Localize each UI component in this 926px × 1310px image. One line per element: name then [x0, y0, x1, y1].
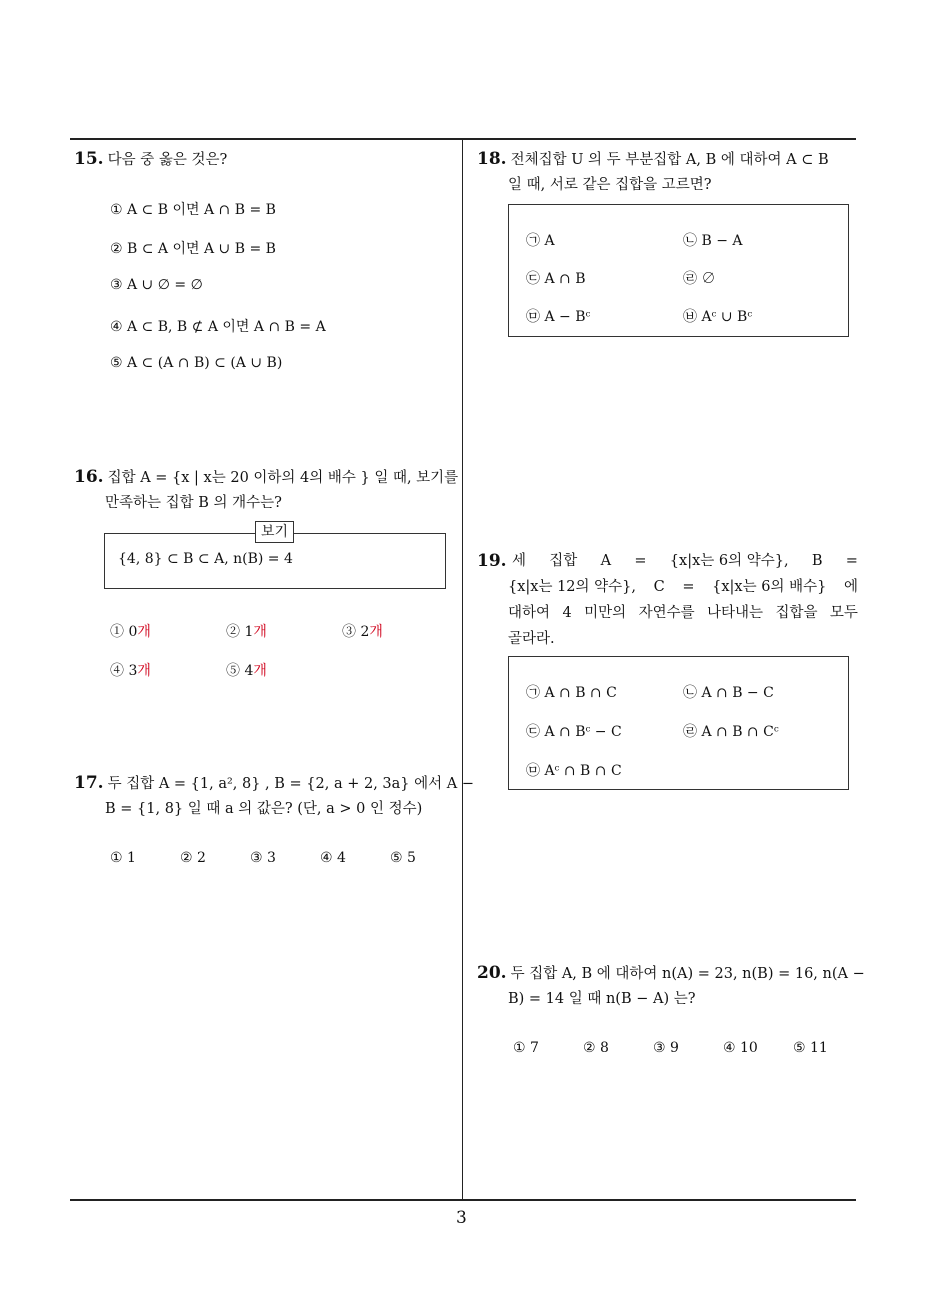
question-16-option-1[interactable]: ① 0개 — [110, 624, 151, 640]
question-16-text-line1: 집합 A = {x | x는 20 이하의 4의 배수 } 일 때, 보기를 — [107, 470, 459, 486]
question-15-stem — [74, 146, 227, 173]
question-17-option-5[interactable]: ⑤ 5 — [390, 850, 416, 866]
question-20-option-5[interactable]: ⑤ 11 — [793, 1040, 828, 1056]
question-15-option-5[interactable]: ⑤ A ⊂ (A ∩ B) ⊂ (A ∪ B) — [110, 355, 283, 371]
question-18-choice-e: ㉤ A − Bᶜ — [526, 309, 591, 325]
question-15-option-3[interactable]: ③ A ∪ ∅ = ∅ — [110, 277, 203, 293]
question-15-option-4[interactable]: ④ A ⊂ B, B ⊄ A 이면 A ∩ B = A — [110, 319, 326, 335]
question-20-option-1[interactable]: ① 7 — [513, 1040, 539, 1056]
question-15-text: 다음 중 옳은 것은? — [107, 152, 228, 168]
question-19-text-line4: 골라라. — [508, 631, 555, 647]
question-16-option-4[interactable]: ④ 3개 — [110, 663, 151, 679]
question-20-number: 20. — [477, 963, 507, 983]
question-17-option-1[interactable]: ① 1 — [110, 850, 136, 866]
top-rule — [70, 138, 856, 140]
question-19-choice-a: ㉠ A ∩ B ∩ C — [526, 685, 617, 701]
question-15-number: 15. — [74, 149, 104, 169]
question-18-choice-c: ㉢ A ∩ B — [526, 271, 586, 287]
question-16-bogi-label: 보기 — [255, 521, 294, 543]
question-19-number: 19. — [477, 551, 507, 571]
question-18-choice-b: ㉡ B − A — [683, 233, 743, 249]
question-16-option-5[interactable]: ⑤ 4개 — [226, 663, 267, 679]
question-18-text-line2: 일 때, 서로 같은 집합을 고르면? — [508, 177, 712, 193]
question-15-option-2[interactable]: ② B ⊂ A 이면 A ∪ B = B — [110, 241, 276, 257]
question-20-stem — [477, 960, 865, 987]
question-20-option-4[interactable]: ④ 10 — [723, 1040, 758, 1056]
question-19-text-line1: 세 집합 A = {x|x는 6의 약수}, B = — [512, 553, 858, 569]
question-17-text-line2: B = {1, 8} 일 때 a 의 값은? (단, a > 0 인 정수) — [105, 801, 423, 817]
question-16-bogi-text: {4, 8} ⊂ B ⊂ A, n(B) = 4 — [118, 551, 293, 567]
question-18-number: 18. — [477, 149, 507, 169]
question-16-option-3[interactable]: ③ 2개 — [342, 624, 383, 640]
question-16-number: 16. — [74, 467, 104, 487]
question-18-text-line1: 전체집합 U 의 두 부분집합 A, B 에 대하여 A ⊂ B — [510, 152, 829, 168]
question-18-choice-f: ㉥ Aᶜ ∪ Bᶜ — [683, 309, 753, 325]
question-20-option-3[interactable]: ③ 9 — [653, 1040, 679, 1056]
page-number: 3 — [456, 1208, 467, 1228]
question-17-option-2[interactable]: ② 2 — [180, 850, 206, 866]
question-18-choice-d: ㉣ ∅ — [683, 271, 716, 287]
question-20-text-line1: 두 집합 A, B 에 대하여 n(A) = 23, n(B) = 16, n(A − — [510, 966, 865, 982]
question-16-text-line2: 만족하는 집합 B 의 개수는? — [105, 495, 282, 511]
bottom-rule — [70, 1199, 856, 1201]
question-18-choice-a: ㉠ A — [526, 233, 555, 249]
question-17-option-4[interactable]: ④ 4 — [320, 850, 346, 866]
question-19-choice-e: ㉤ Aᶜ ∩ B ∩ C — [526, 763, 622, 779]
question-20-option-2[interactable]: ② 8 — [583, 1040, 609, 1056]
question-17-option-3[interactable]: ③ 3 — [250, 850, 276, 866]
question-19-text-line2: {x|x는 12의 약수}, C = {x|x는 6의 배수} 에 — [508, 579, 858, 595]
question-17-stem — [74, 770, 474, 797]
question-19-choice-b: ㉡ A ∩ B − C — [683, 685, 774, 701]
column-divider — [462, 139, 463, 1200]
question-17-number: 17. — [74, 773, 104, 793]
question-16-stem — [74, 464, 458, 491]
question-15-option-1[interactable]: ① A ⊂ B 이면 A ∩ B = B — [110, 202, 276, 218]
question-19-choice-c: ㉢ A ∩ Bᶜ − C — [526, 724, 622, 740]
question-18-stem — [477, 146, 829, 173]
question-19-stem-line1 — [477, 548, 511, 575]
question-17-text-line1: 두 집합 A = {1, a², 8} , B = {2, a + 2, 3a} 에서 A − — [107, 776, 474, 792]
question-16-option-2[interactable]: ② 1개 — [226, 624, 267, 640]
question-19-text-line3: 대하여 4 미만의 자연수를 나타내는 집합을 모두 — [508, 605, 858, 621]
question-20-text-line2: B) = 14 일 때 n(B − A) 는? — [508, 991, 696, 1007]
question-19-choice-d: ㉣ A ∩ B ∩ Cᶜ — [683, 724, 779, 740]
